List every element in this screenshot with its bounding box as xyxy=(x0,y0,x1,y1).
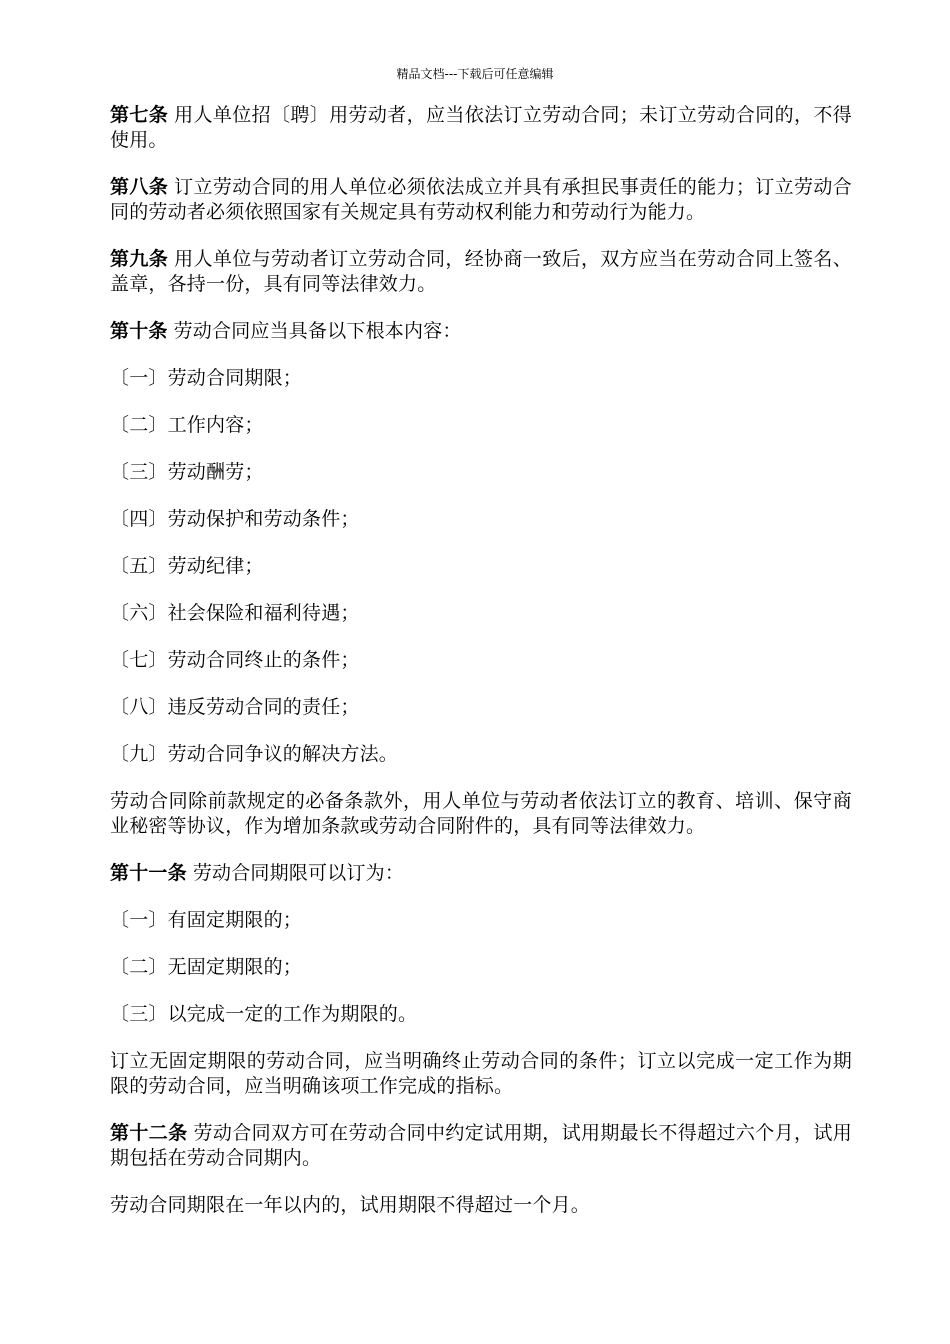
list-item: 〔六〕社会保险和福利待遇； xyxy=(110,602,360,624)
paragraph-article-8 xyxy=(110,175,852,225)
paragraph-text: 订立劳动合同的用人单位必须依法成立并具有承担民事责任的能力；订立劳动合同的劳动者必须依照国家有关规定具有劳动权利能力和劳动行为能力。 xyxy=(110,176,852,223)
list-item: 〔七〕劳动合同终止的条件； xyxy=(110,649,360,671)
paragraph-article-10 xyxy=(110,319,852,344)
paragraph-article-11 xyxy=(110,861,852,886)
page-header: 精品文档---下载后可任意编辑 xyxy=(396,67,554,81)
paragraph-text: 劳动合同除前款规定的必备条款外，用人单位与劳动者依法订立的教育、培训、保守商业秘密等协议，作为增加条款或劳动合同附件的，具有同等法律效力。 xyxy=(110,790,852,837)
list-item: 〔一〕劳动合同期限； xyxy=(110,367,303,389)
article-number: 第九条 xyxy=(110,248,169,270)
document-body xyxy=(110,103,852,1240)
paragraph-text: 劳动合同期限在一年以内的，试用期限不得超过一个月。 xyxy=(110,1194,591,1216)
list-item: 〔三〕劳动酬劳； xyxy=(110,461,264,483)
paragraph-text: 劳动合同双方可在劳动合同中约定试用期，试用期最长不得超过六个月，试用期包括在劳动合同期内。 xyxy=(110,1122,852,1169)
article-number: 第十一条 xyxy=(110,862,187,884)
paragraph-text: 劳动合同期限可以订为： xyxy=(192,862,405,884)
list-item: 〔八〕违反劳动合同的责任； xyxy=(110,696,360,718)
list-item: 〔四〕劳动保护和劳动条件； xyxy=(110,508,360,530)
article-number: 第七条 xyxy=(110,104,169,126)
article-number: 第十二条 xyxy=(110,1122,188,1144)
paragraph-text: 订立无固定期限的劳动合同，应当明确终止劳动合同的条件；订立以完成一定工作为期限的劳动合同，应当明确该项工作完成的指标。 xyxy=(110,1050,852,1097)
list-item: 〔二〕工作内容； xyxy=(110,414,264,436)
article-number: 第十条 xyxy=(110,320,168,342)
paragraph-article-7 xyxy=(110,103,852,153)
list-item: 〔五〕劳动纪律； xyxy=(110,555,264,577)
paragraph-article-9 xyxy=(110,247,852,297)
list-item: 〔二〕无固定期限的； xyxy=(110,956,303,978)
list-item: 〔三〕以完成一定的工作为期限的。 xyxy=(110,1003,418,1025)
paragraph-article-12 xyxy=(110,1121,852,1171)
list-item: 〔一〕有固定期限的； xyxy=(110,909,303,931)
paragraph-text: 用人单位与劳动者订立劳动合同，经协商一致后，双方应当在劳动合同上签名、盖章，各持一份，具有同等法律效力。 xyxy=(110,248,852,295)
paragraph-text: 用人单位招〔聘〕用劳动者，应当依法订立劳动合同；未订立劳动合同的，不得使用。 xyxy=(110,104,852,151)
article-number: 第八条 xyxy=(110,176,169,198)
paragraph-text: 劳动合同应当具备以下根本内容： xyxy=(173,320,462,342)
list-item: 〔九〕劳动合同争议的解决方法。 xyxy=(110,743,399,765)
